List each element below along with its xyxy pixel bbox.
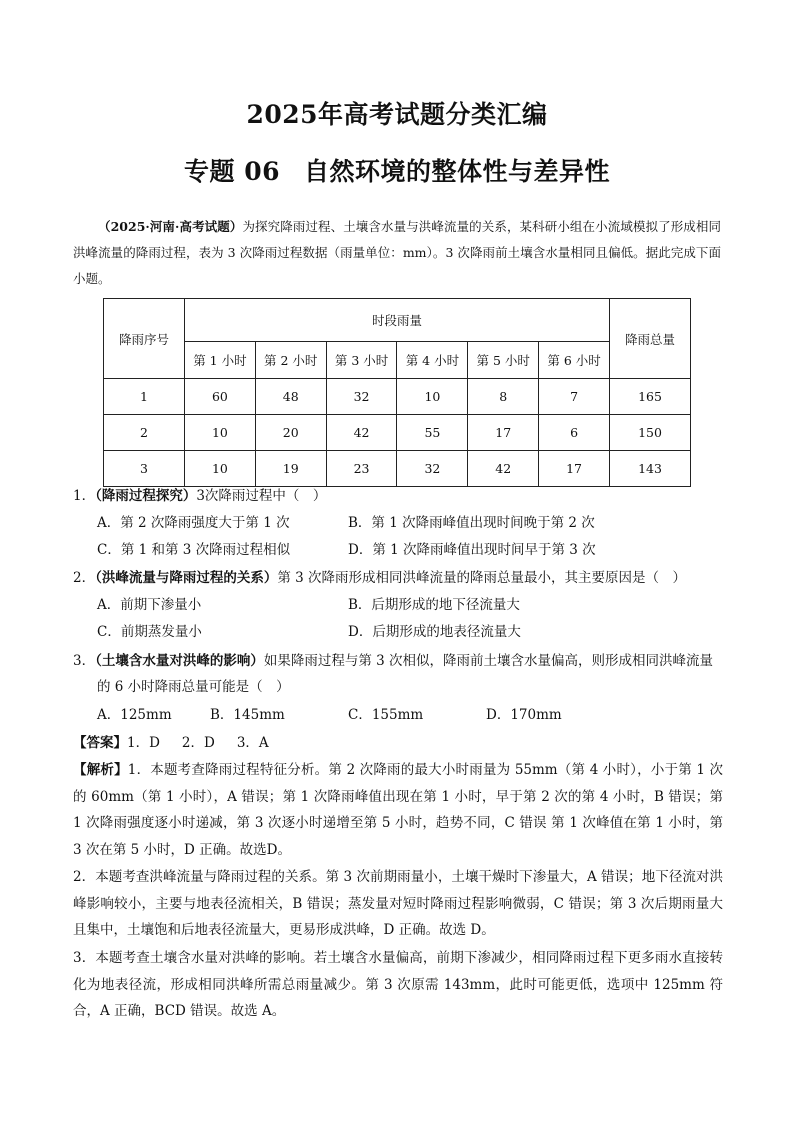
cell-value: 60 (185, 379, 256, 415)
header-total-rain: 降雨总量 (610, 299, 691, 379)
cell-value: 32 (397, 451, 468, 487)
q3-option-a[interactable]: A．125mm (97, 707, 172, 723)
question-stem: 3次降雨过程中（ ） (196, 488, 327, 504)
document-subtitle (0, 152, 794, 188)
header-hour: 第 1 小时 (185, 342, 256, 379)
header-hour: 第 4 小时 (397, 342, 468, 379)
header-hour: 第 2 小时 (255, 342, 326, 379)
q1-option-b[interactable]: B．第 1 次降雨峰值出现时间晚于第 2 次 (348, 515, 595, 531)
answer-1: 1．D (127, 735, 160, 751)
table-row (104, 415, 691, 451)
cell-id: 2 (104, 415, 185, 451)
cell-total: 165 (610, 379, 691, 415)
q2-option-c[interactable]: C．前期蒸发量小 (97, 624, 202, 640)
cell-id: 3 (104, 451, 185, 487)
answer-label: 【答案】 (73, 735, 127, 751)
answer-line (73, 730, 723, 757)
question-2 (73, 565, 723, 591)
cell-value: 7 (539, 379, 610, 415)
question-tag: （土壤含水量对洪峰的影响） (95, 653, 264, 669)
q3-option-c[interactable]: C．155mm (348, 707, 424, 723)
rainfall-table (103, 298, 691, 487)
header-hour: 第 6 小时 (539, 342, 610, 379)
table-row (104, 379, 691, 415)
question-number: 3． (73, 653, 96, 669)
table-row (104, 451, 691, 487)
cell-value: 20 (255, 415, 326, 451)
question-number: 2． (73, 570, 96, 586)
cell-value: 48 (255, 379, 326, 415)
cell-value: 8 (468, 379, 539, 415)
header-rain-id: 降雨序号 (104, 299, 185, 379)
cell-value: 42 (326, 415, 397, 451)
q2-option-d[interactable]: D．后期形成的地表径流量大 (348, 624, 521, 640)
question-1 (73, 483, 723, 509)
header-period-rain: 时段雨量 (185, 299, 610, 342)
cell-total: 150 (610, 415, 691, 451)
question-number: 1． (73, 488, 96, 504)
cell-value: 23 (326, 451, 397, 487)
analysis-3: 3．本题考查土壤含水量对洪峰的影响。若土壤含水量偏高，前期下渗减少，相同降雨过程下更多雨水直接转化为地表径流，形成相同洪峰所需总雨量减少。第 3 次原需 143mm，此时可能更低，选项中 125mm 符合，A 正确，BCD 错误。故选 A。 (73, 950, 723, 1020)
analysis-label: 【解析】 (73, 762, 128, 778)
cell-value: 10 (185, 415, 256, 451)
q1-option-a[interactable]: A．第 2 次降雨强度大于第 1 次 (97, 515, 290, 531)
q3-option-d[interactable]: D．170mm (486, 707, 562, 723)
analysis-text-1: 1．本题考查降雨过程特征分析。第 2 次降雨的最大小时雨量为 55mm（第 4 小时），小于第 1 次的 60mm（第 1 小时），A 错误；第 1 次降雨峰值出现在第 1 小时，早于第 2 次的第 4 小时，B 错误；第 1 次降雨强度逐小时递减，第 3 次逐小时递增至第 5 小时，趋势不同，C 错误 第 1 次峰值在第 1 小时，第 3 次在第 5 小时，D 正确。故选D。 (73, 762, 723, 859)
cell-value: 10 (397, 379, 468, 415)
answer-3: 3．A (236, 735, 269, 751)
cell-value: 6 (539, 415, 610, 451)
q2-option-a[interactable]: A．前期下渗量小 (97, 597, 202, 613)
question-stem: 第 3 次降雨形成相同洪峰流量的降雨总量最小，其主要原因是（ ） (277, 570, 687, 586)
question-tag: （降雨过程探究） (95, 488, 197, 504)
intro-paragraph (73, 214, 721, 292)
cell-value: 42 (468, 451, 539, 487)
q3-option-b[interactable]: B．145mm (210, 707, 285, 723)
q1-option-c[interactable]: C．第 1 和第 3 次降雨过程相似 (97, 542, 291, 558)
q1-option-d[interactable]: D．第 1 次降雨峰值出现时间早于第 3 次 (348, 542, 596, 558)
cell-id: 1 (104, 379, 185, 415)
analysis-2: 2．本题考查洪峰流量与降雨过程的关系。第 3 次前期雨量小，土壤干燥时下渗量大，A 错误；地下径流对洪峰影响较小，主要与地表径流相关，B 错误；蒸发量对短时降雨过程影响微弱，C 错误；第 3 次后期雨量大且集中，土壤饱和后地表径流量大，更易形成洪峰，D 正确。故选 D。 (73, 869, 723, 939)
cell-total: 143 (610, 451, 691, 487)
header-hour: 第 3 小时 (326, 342, 397, 379)
subtitle-text: 自然环境的整体性与差异性 (303, 157, 610, 186)
cell-value: 55 (397, 415, 468, 451)
cell-value: 10 (185, 451, 256, 487)
q2-option-b[interactable]: B．后期形成的地下径流量大 (348, 597, 520, 613)
intro-text: 为探究降雨过程、土壤含水量与洪峰流量的关系，某科研小组在小流域模拟了形成相同洪峰流量的降雨过程，表为 3 次降雨过程数据（雨量单位：mm）。3 次降雨前土壤含水量相同且偏低。据此完成下面小题。 (73, 219, 721, 286)
question-tag: （洪峰流量与降雨过程的关系） (95, 570, 278, 586)
cell-value: 17 (468, 415, 539, 451)
intro-source: （2025·河南·高考试题） (98, 219, 243, 234)
header-hour: 第 5 小时 (468, 342, 539, 379)
cell-value: 17 (539, 451, 610, 487)
cell-value: 32 (326, 379, 397, 415)
document-title: 2025年高考试题分类汇编 (246, 100, 548, 129)
question-3 (73, 648, 723, 700)
answer-2: 2．D (181, 735, 215, 751)
analysis-1 (73, 757, 723, 864)
cell-value: 19 (255, 451, 326, 487)
subtitle-number: 专题 06 (183, 157, 280, 186)
question-stem: 如果降雨过程与第 3 次相似，降雨前土壤含水量偏高，则形成相同洪峰流量的 6 小时降雨总量可能是（ ） (97, 653, 714, 695)
